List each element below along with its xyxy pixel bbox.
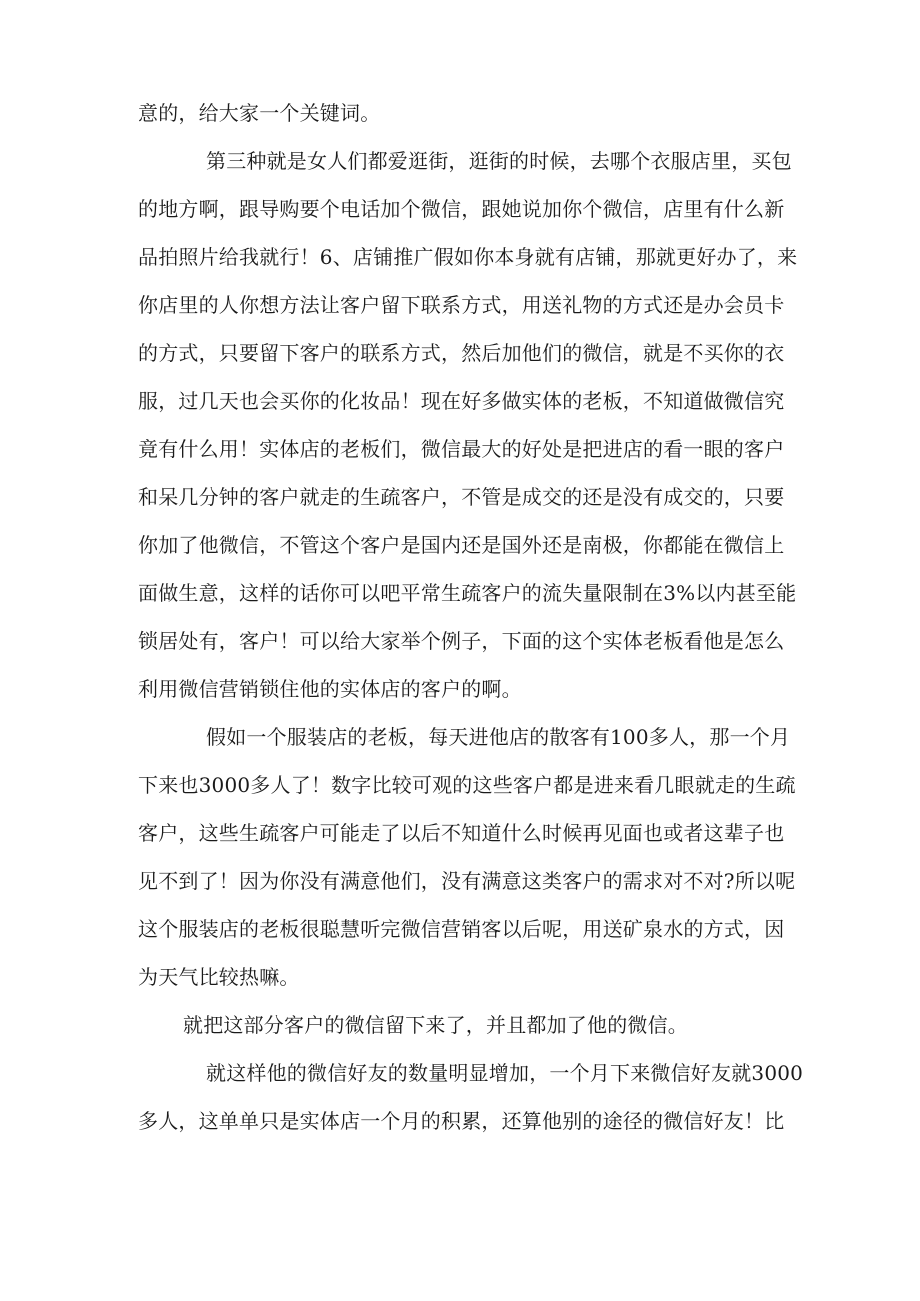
text-line: 多人，这单单只是实体店一个月的积累，还算他别的途径的微信好友！比 (138, 1109, 785, 1133)
text-line: 你店里的人你想方法让客户留下联系方式，用送礼物的方式还是办会员卡 (138, 293, 785, 317)
text-line: 意的，给大家一个关键词。 (138, 101, 381, 125)
text-line: 和呆几分钟的客户就走的生疏客户，不管是成交的还是没有成交的，只要 (138, 485, 785, 509)
text-line: 服，过几天也会买你的化妆品！现在好多做实体的老板，不知道做微信究 (138, 389, 785, 413)
text-line: 的地方啊，跟导购要个电话加个微信，跟她说加你个微信，店里有什么新 (138, 197, 785, 221)
text-line: 你加了他微信，不管这个客户是国内还是国外还是南极，你都能在微信上 (138, 533, 785, 557)
text-line: 这个服装店的老板很聪慧听完微信营销客以后呢，用送矿泉水的方式，因 (138, 917, 785, 941)
text-line: 面做生意，这样的话你可以吧平常生疏客户的流失量限制在3%以内甚至能 (138, 581, 797, 605)
text-line: 利用微信营销锁住他的实体店的客户的啊。 (138, 677, 522, 701)
text-line: 锁居处有，客户！可以给大家举个例子，下面的这个实体老板看他是怎么 (138, 629, 785, 653)
text-line: 品拍照片给我就行！6、店铺推广假如你本身就有店铺，那就更好办了，来 (138, 245, 798, 269)
text-line: 见不到了！因为你没有满意他们，没有满意这类客户的需求对不对?所以呢 (138, 869, 796, 893)
paragraph-first-line: 就把这部分客户的微信留下来了，并且都加了他的微信。 (183, 1013, 688, 1037)
text-line: 下来也3000多人了！数字比较可观的这些客户都是进来看几眼就走的生疏 (138, 773, 796, 797)
paragraph-first-line: 假如一个服装店的老板，每天进他店的散客有100多人，那一个月 (206, 725, 791, 749)
text-line: 客户，这些生疏客户可能走了以后不知道什么时候再见面也或者这辈子也 (138, 821, 785, 845)
paragraph-first-line: 就这样他的微信好友的数量明显增加，一个月下来微信好友就3000 (206, 1061, 804, 1085)
text-line: 的方式，只要留下客户的联系方式，然后加他们的微信，就是不买你的衣 (138, 341, 785, 365)
paragraph-first-line: 第三种就是女人们都爱逛街，逛街的时候，去哪个衣服店里，买包 (206, 149, 792, 173)
text-line: 竟有什么用！实体店的老板们，微信最大的好处是把进店的看一眼的客户 (138, 437, 785, 461)
text-line: 为天气比较热嘛。 (138, 965, 300, 989)
